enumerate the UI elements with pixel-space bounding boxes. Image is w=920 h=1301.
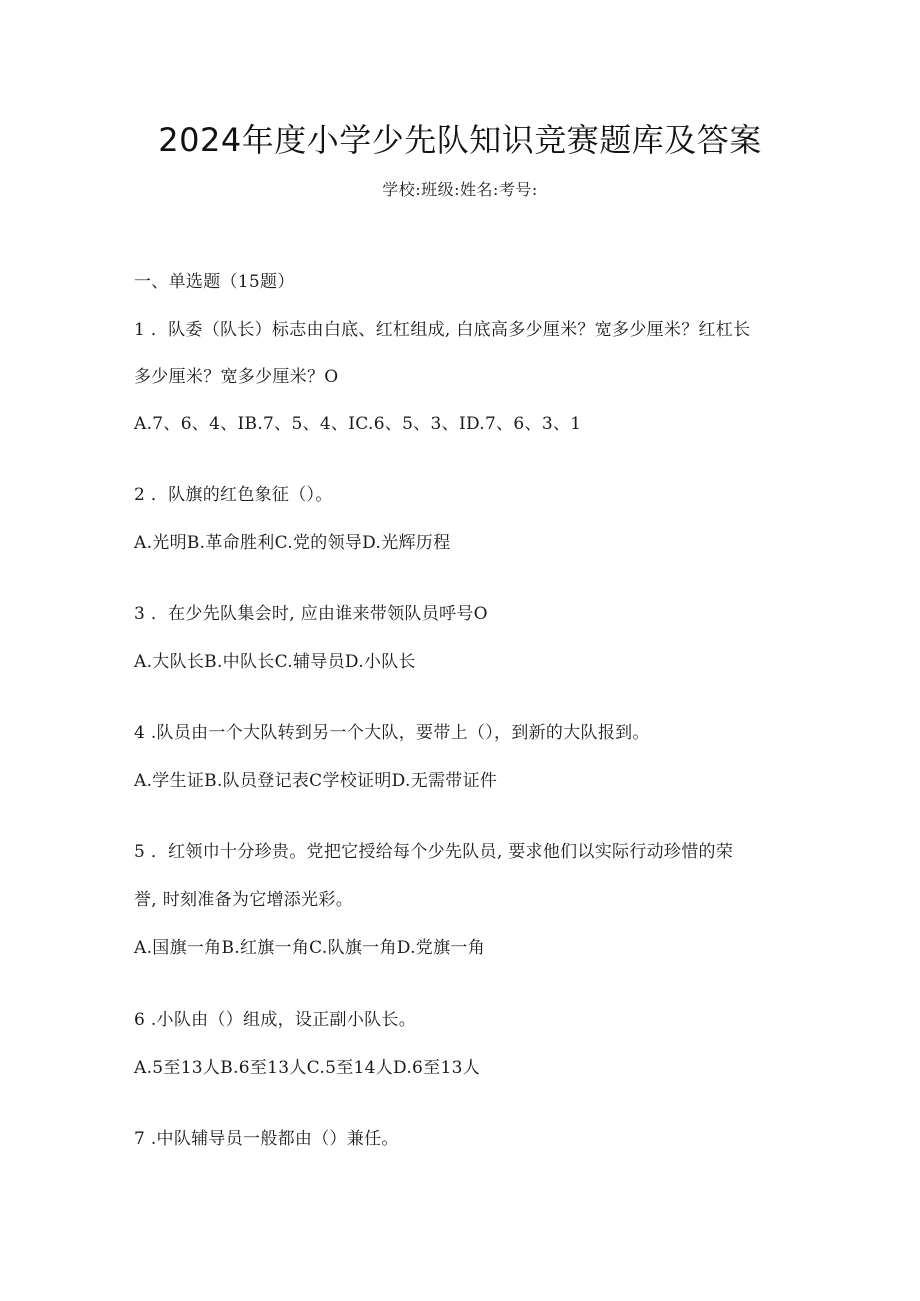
question-options: A.学生证B.队员登记表C学校证明D.无需带证件 xyxy=(134,771,498,791)
question-stem-line: 誉, 时刻准备为它增添光彩。 xyxy=(134,890,354,910)
question-stem-line: 6 .小队由（）组成，设正副小队长。 xyxy=(134,1010,417,1030)
student-info-line: 学校:班级:姓名:考号: xyxy=(382,180,538,199)
question-options: A.国旗一角B.红旗一角C.队旗一角D.党旗一角 xyxy=(134,938,486,958)
question-stem-line: 4 .队员由一个大队转到另一个大队，要带上（），到新的大队报到。 xyxy=(134,723,650,743)
question-stem-line: 3 ．在少先队集会时, 应由谁来带领队员呼号O xyxy=(134,604,488,624)
question-options: A.5至13人B.6至13人C.5至14人D.6至13人 xyxy=(134,1058,481,1078)
page-title: 2024年度小学少先队知识竞赛题库及答案 xyxy=(158,121,762,159)
question-stem-line: 多少厘米？宽多少厘米？O xyxy=(134,367,339,387)
question-stem-line: 5 ．红领巾十分珍贵。党把它授给每个少先队员, 要求他们以实际行动珍惜的荣 xyxy=(134,842,734,862)
question-stem-line: 1 ．队委（队长）标志由白底、红杠组成, 白底高多少厘米？宽多少厘米？红杠长 xyxy=(134,320,751,340)
question-options: A.光明B.革命胜利C.党的领导D.光辉历程 xyxy=(134,533,451,553)
section-heading: 一、单选题（15题） xyxy=(134,272,295,292)
question-options: A.7、6、4、IB.7、5、4、IC.6、5、3、ID.7、6、3、1 xyxy=(134,414,582,434)
question-stem-line: 2 ．队旗的红色象征（）。 xyxy=(134,485,333,505)
question-options: A.大队长B.中队长C.辅导员D.小队长 xyxy=(134,652,416,672)
question-stem-line: 7 .中队辅导员一般都由（）兼任。 xyxy=(134,1129,399,1149)
